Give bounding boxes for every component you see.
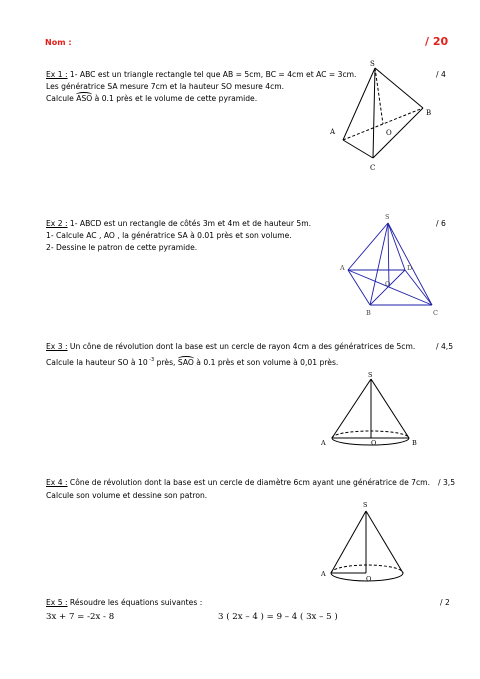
edge-SB — [370, 223, 391, 305]
ex1-line3-post: à 0.1 près et le volume de cette pyramide. — [92, 94, 258, 103]
ex3-cone-figure — [315, 365, 425, 455]
ex5-line1 — [46, 598, 202, 609]
cone-generatrix-right — [366, 511, 403, 573]
label-B: B — [366, 309, 371, 317]
ex2-line1-text: 1- ABCD est un rectangle de côtés 3m et 4m et de hauteur 5m. — [67, 219, 312, 228]
edge-SB — [375, 68, 423, 108]
ex5-score: / 2 — [440, 598, 450, 607]
edge-AB — [348, 270, 370, 305]
ex4-label: Ex 4 : — [46, 478, 68, 487]
label-S: S — [368, 371, 373, 379]
ex4-line1-text: Cône de révolution dont la base est un cercle de diamètre 6cm ayant une génératrice de 7cm. — [67, 478, 430, 487]
ex4-line2: Calcule son volume et dessine son patron. — [46, 491, 208, 500]
label-A: A — [340, 264, 345, 272]
ex3-line2-mid: près, — [154, 358, 178, 367]
ex2-line3: 2- Dessine le patron de cette pyramide. — [46, 243, 198, 252]
ex1-line2: Les génératrice SA mesure 7cm et la hauteur SO mesure 4cm. — [46, 82, 285, 91]
label-C: C — [370, 164, 376, 172]
label-S: S — [363, 501, 368, 509]
cone-base-back — [331, 565, 403, 573]
edge-AC — [343, 140, 373, 158]
ex4-line1 — [46, 478, 430, 489]
ex1-line1 — [46, 70, 356, 81]
ex3-line2-post: à 0.1 près et son volume à 0,01 près. — [193, 358, 339, 367]
ex5-line1-text: Résoudre les équations suivantes : — [67, 598, 203, 607]
ex3-score: / 4,5 — [436, 342, 454, 351]
ex2-label: Ex 2 : — [46, 219, 68, 228]
label-S: S — [370, 60, 375, 68]
nom-label: Nom : — [45, 38, 72, 47]
label-B: B — [412, 439, 417, 447]
ex1-line3-pre: Calcule — [46, 94, 77, 103]
ex1-line1-text: 1- ABC est un triangle rectangle tel que AB = 5cm, BC = 4cm et AC = 3cm. — [67, 70, 357, 79]
ex5-equation-2: 3 ( 2x – 4 ) = 9 – 4 ( 3x – 5 ) — [218, 612, 338, 622]
label-B: B — [426, 109, 432, 117]
height-SO — [388, 223, 389, 287]
height-SO — [375, 68, 383, 124]
ex1-score: / 4 — [436, 70, 446, 79]
label-D: D — [407, 264, 413, 272]
label-C: C — [433, 309, 438, 317]
cone-generatrix-left — [332, 379, 371, 438]
ex3-angle: SAO — [177, 358, 194, 367]
label-A: A — [321, 439, 326, 447]
ex1-pyramid-figure — [320, 55, 440, 180]
label-S: S — [385, 213, 390, 221]
label-O: O — [366, 575, 372, 583]
cone-generatrix-right — [371, 379, 409, 438]
edge-BC — [373, 108, 423, 158]
ex1-angle: ASO — [76, 94, 93, 103]
ex3-line1 — [46, 342, 415, 353]
label-O: O — [371, 439, 377, 447]
edge-SA — [343, 68, 375, 140]
edge-SC — [373, 68, 375, 158]
ex2-line1 — [46, 219, 311, 230]
ex5-equation-1: 3x + 7 = -2x - 8 — [46, 612, 115, 622]
ex4-cone-figure — [315, 497, 415, 592]
ex1-line3 — [46, 94, 257, 105]
ex3-line2-pre: Calcule la hauteur SO à 10 — [46, 358, 148, 367]
label-A: A — [330, 128, 336, 136]
label-A: A — [321, 570, 326, 578]
ex2-line2: 1- Calcule AC , AO , la génératrice SA à 0.01 près et son volume. — [46, 231, 292, 240]
edge-SD — [388, 223, 405, 270]
label-O: O — [386, 129, 392, 137]
ex2-score: / 6 — [436, 219, 446, 228]
cone-generatrix-left — [331, 511, 366, 573]
ex3-line1-text: Un cône de révolution dont la base est un cercle de rayon 4cm a des génératrices de 5cm. — [67, 342, 416, 351]
ex2-pyramid-figure — [333, 208, 445, 320]
ex3-label: Ex 3 : — [46, 342, 68, 351]
edge-SA — [348, 223, 388, 270]
ex3-exponent: -3 — [147, 357, 155, 363]
total-score: / 20 — [425, 35, 449, 48]
ex5-label: Ex 5 : — [46, 598, 68, 607]
ex4-score: / 3,5 — [438, 478, 456, 487]
ex3-line2 — [46, 355, 338, 369]
label-O: O — [385, 280, 391, 288]
ex1-label: Ex 1 : — [46, 70, 68, 79]
